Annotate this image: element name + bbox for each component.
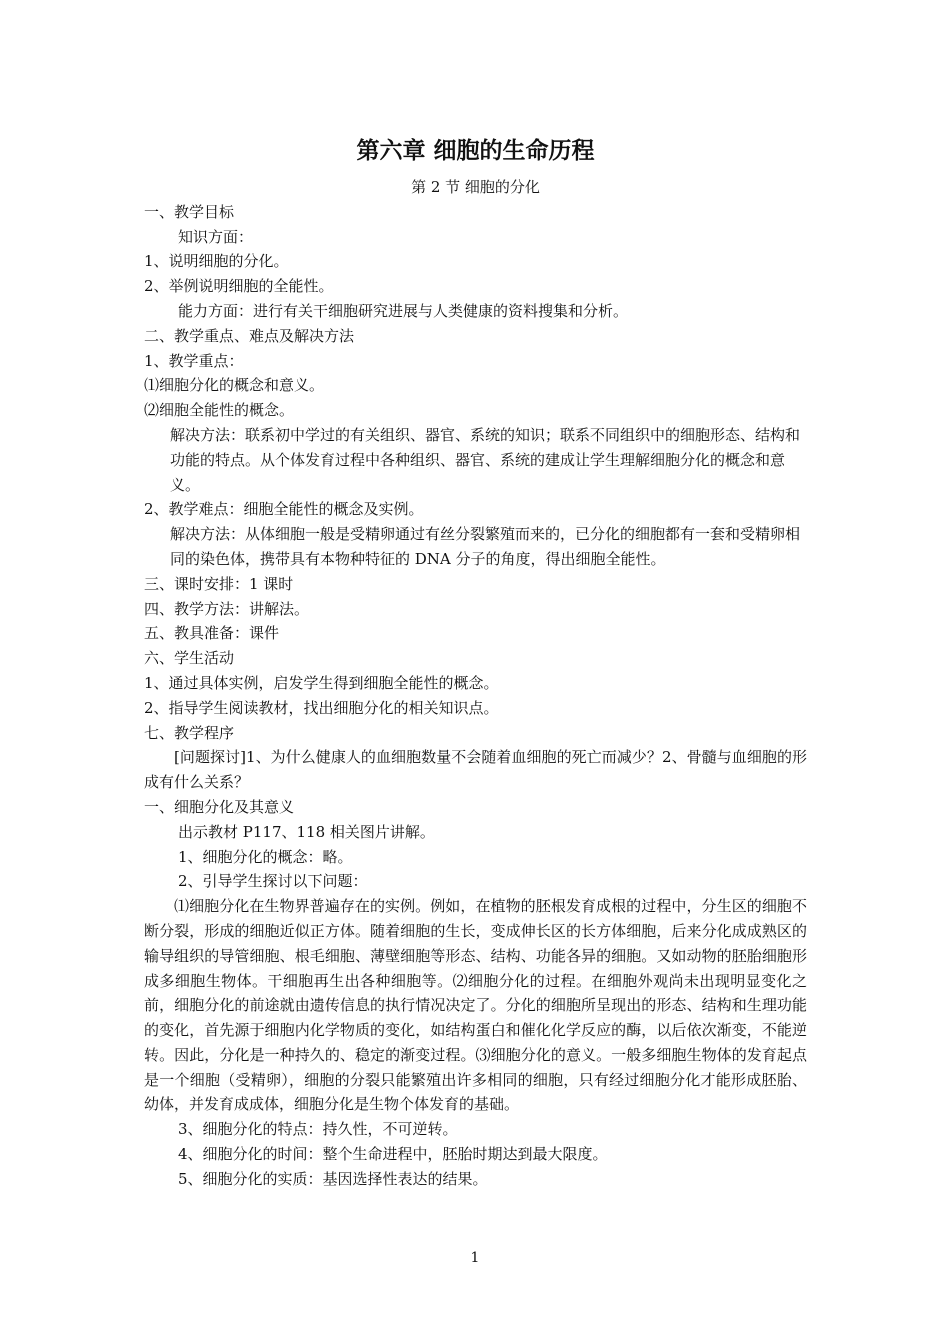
heading-schedule: 三、课时安排：1 课时 [144,574,294,593]
key-point-item: ⑴细胞分化的概念和意义。 [144,376,325,395]
page-number: 1 [470,1250,480,1266]
ability-line: 能力方面：进行有关干细胞研究进展与人类健康的资料搜集和分析。 [178,301,629,320]
heading-key-points: 二、教学重点、难点及解决方法 [144,326,355,345]
heading-student-activity: 六、学生活动 [144,649,235,668]
procedure-line: 出示教材 P117、118 相关图片讲解。 [178,822,435,841]
document-body [144,136,807,1192]
heading-differentiation: 一、细胞分化及其意义 [144,797,295,816]
difficulty-line: 2、教学难点：细胞全能性的概念及实例。 [144,500,424,519]
goal-item: 2、举例说明细胞的全能性。 [144,277,334,296]
procedure-line: 3、细胞分化的特点：持久性，不可逆转。 [178,1120,458,1139]
chapter-title: 第六章 细胞的生命历程 [356,138,595,164]
activity-item: 1、通过具体实例，启发学生得到细胞全能性的概念。 [144,673,499,692]
heading-tools: 五、教具准备：课件 [144,624,280,643]
knowledge-label: 知识方面： [178,227,254,246]
procedure-line: 4、细胞分化的时间：整个生命进程中，胚胎时期达到最大限度。 [178,1145,608,1164]
procedure-line: 5、细胞分化的实质：基因选择性表达的结果。 [178,1169,488,1188]
key-point-item: ⑵细胞全能性的概念。 [144,401,295,420]
heading-method: 四、教学方法：讲解法。 [144,599,310,618]
heading-teaching-goals: 一、教学目标 [144,202,235,221]
section-subtitle: 第 2 节 细胞的分化 [411,178,540,196]
procedure-line: 2、引导学生探讨以下问题： [178,872,368,891]
heading-procedure: 七、教学程序 [144,723,235,742]
key-points-label: 1、教学重点： [144,351,244,370]
discussion-paragraph: ⑴细胞分化在生物界普遍存在的实例。例如，在植物的胚根发育成根的过程中，分生区的细胞不断分裂，形成的细胞近似正方体。随着细胞的生长，变成伸长区的长方体细胞，后来分化成成熟区的输导组织的导管细胞、根毛细胞、薄壁细胞等形态、结构、功能各异的细胞。又如动物的胚胎细胞形成多细胞生物体。干细胞再生出各种细胞等。⑵细胞分化的过程。在细胞外观尚未出现明显变化之前，细胞分化的前途就由遗传信息的执行情况决定了。分化的细胞所呈现出的形态、结构和生理功能的变化，首先源于细胞内化学物质的变化，如结构蛋白和催化化学反应的酶，以后依次渐变，不能逆转。因此，分化是一种持久的、稳定的渐变过程。⑶细胞分化的意义。一般多细胞生物体的发育起点是一个细胞（受精卵），细胞的分裂只能繁殖出许多相同的细胞，只有经过细胞分化才能形成胚胎、幼体，并发育成成体，细胞分化是生物个体发育的基础。 [144,897,807,1114]
question-paragraph: [问题探讨]1、为什么健康人的血细胞数量不会随着血细胞的死亡而减少？2、骨髓与血细胞的形成有什么关系？ [144,748,807,792]
activity-item: 2、指导学生阅读教材，找出细胞分化的相关知识点。 [144,698,499,717]
solution-paragraph: 解决方法：从体细胞一般是受精卵通过有丝分裂繁殖而来的，已分化的细胞都有一套和受精卵相同的染色体，携带具有本物种特征的 DNA 分子的角度，得出细胞全能性。 [170,525,801,568]
goal-item: 1、说明细胞的分化。 [144,252,289,271]
procedure-line: 1、细胞分化的概念：略。 [178,847,353,866]
solution-paragraph: 解决方法：联系初中学过的有关组织、器官、系统的知识；联系不同组织中的细胞形态、结构和功能的特点。从个体发育过程中各种组织、器官、系统的建成让学生理解细胞分化的概念和意义。 [170,425,801,494]
